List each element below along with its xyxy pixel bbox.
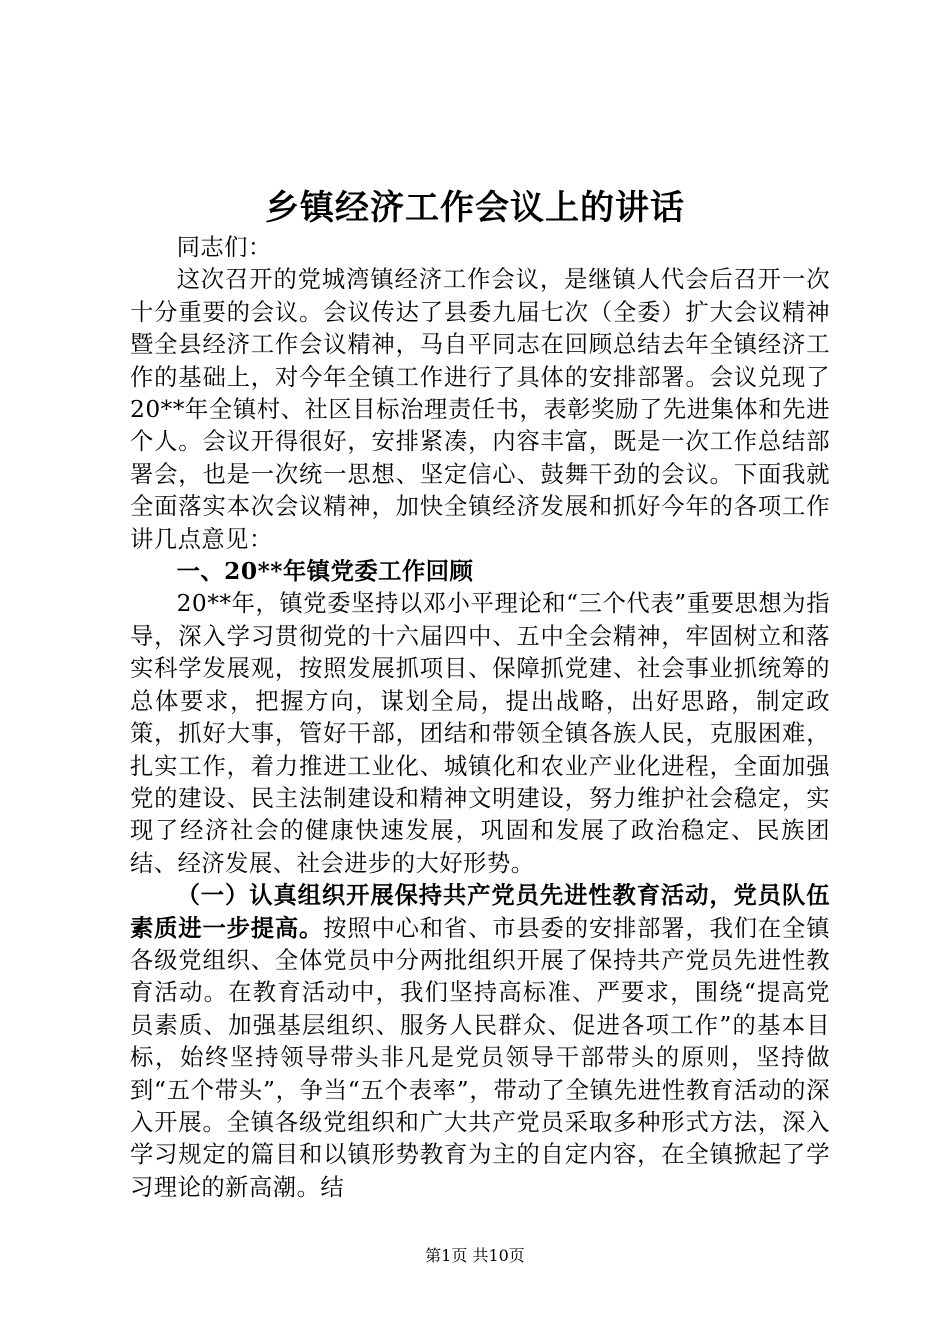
subsection-text: 按照中心和省、市县委的安排部署，我们在全镇各级党组织、全体党员中分两批组织开展了保持共产党员先进性教育活动。在教育活动中，我们坚持高标准、严要求，围绕“提高党员素质、加强基层组织、服务人民群众、促进各项工作”的基本目标，始终坚持领导带头非凡是党员领导干部带头的原则，坚持做到“五个带头”，争当“五个表率”，带动了全镇先进性教育活动的深入开展。全镇各级党组织和广大共产党员采取多种形式方法，深入学习规定的篇目和以镇形势教育为主的自定内容，在全镇掀起了学习理论的新高潮。结 [130,914,831,1201]
salutation: 同志们： [176,234,272,261]
intro-paragraph: 这次召开的党城湾镇经济工作会议，是继镇人代会后召开一次十分重要的会议。会议传达了县委九届七次（全委）扩大会议精神暨全县经济工作会议精神，马自平同志在回顾总结去年全镇经济工作的基础上，对今年全镇工作进行了具体的安排部署。会议兑现了20**年全镇村、社区目标治理责任书，表彰奖励了先进集体和先进个人。会议开得很好，安排紧凑，内容丰富，既是一次工作总结部署会，也是一次统一思想、坚定信心、鼓舞干劲的会议。下面我就全面落实本次会议精神，加快全镇经济发展和抓好今年的各项工作讲几点意见： [130,266,830,553]
subsection-heading: （一）认真组织开展保持共产党员先进性教育活动，党员队伍素质进一步提高。 [130,882,830,942]
page-footer: 第1页 共10页 [425,1246,525,1265]
review-paragraph: 20**年，镇党委坚持以邓小平理论和“三个代表”重要思想为指导，深入学习贯彻党的十六届四中、五中全会精神，牢固树立和落实科学发展观，按照发展抓项目、保障抓党建、社会事业抓统筹的总体要求，把握方向，谋划全局，提出战略，出好思路，制定政策，抓好大事，管好干部，团结和带领全镇各族人民，克服困难，扎实工作，着力推进工业化、城镇化和农业产业化进程，全面加强党的建设、民主法制建设和精神文明建设，努力维护社会稳定，实现了经济社会的健康快速发展，巩固和发展了政治稳定、民族团结、经济发展、社会进步的大好形势。 [130,590,830,877]
section-heading: 一、20**年镇党委工作回顾 [176,558,474,586]
document-title: 乡镇经济工作会议上的讲话 [265,188,685,228]
document-body [130,232,830,1204]
subsection-paragraph [130,880,830,1204]
